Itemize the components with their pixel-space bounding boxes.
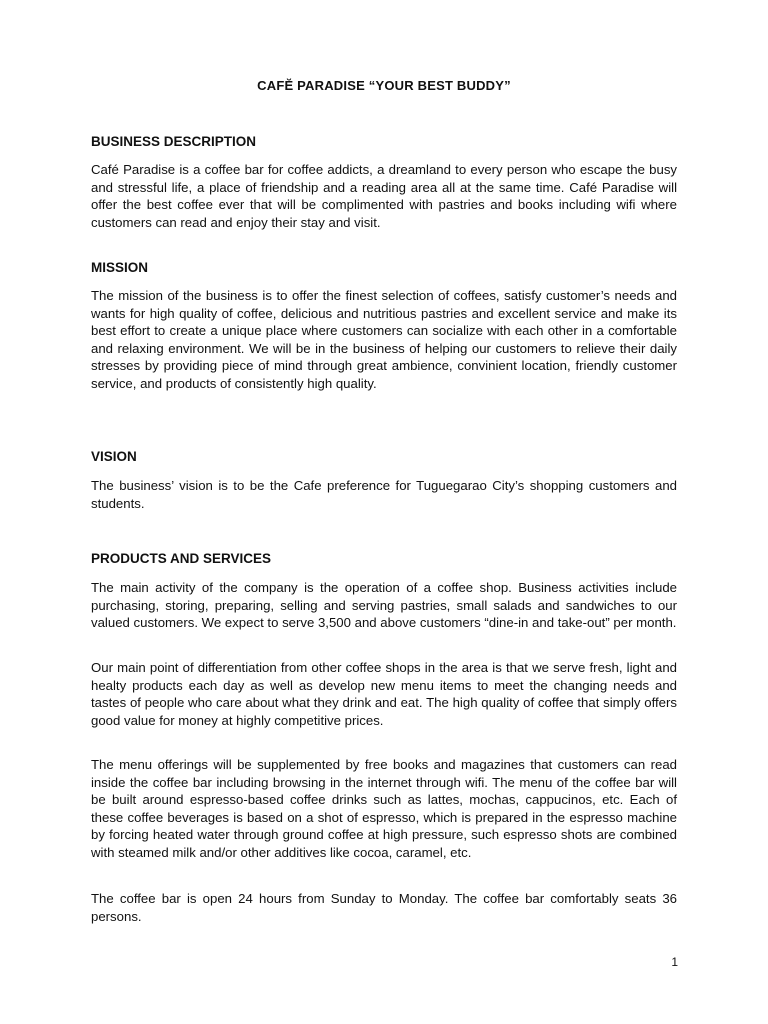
- business-description-paragraph: Café Paradise is a coffee bar for coffee addicts, a dreamland to every person who escape the busy and stressful life, a place of friendship and a reading area all at the same time. Café Paradise will offer the best coffee ever that will be complimented with pastries and books including wifi where customers can read and enjoy their stay and visit.: [91, 162, 677, 230]
- vision-paragraph: The business’ vision is to be the Cafe preference for Tuguegarao City’s shopping customers and students.: [91, 478, 677, 511]
- vision-heading: VISION: [91, 449, 137, 464]
- business-description-heading: BUSINESS DESCRIPTION: [91, 134, 257, 149]
- mission-paragraph: The mission of the business is to offer the finest selection of coffees, satisfy customer’s needs and wants for high quality of coffee, delicious and nutritious pastries and excellent service and make its best effort to create a unique place where customers can socialize with each other in a comfortable and relaxing environment. We will be in the business of helping our customers to relieve their daily stresses by providing piece of mind through great ambience, convinient location, friendly customer service, and products of consistently high quality.: [91, 288, 677, 391]
- products-services-paragraph-1: The main activity of the company is the operation of a coffee shop. Business activities include purchasing, storing, preparing, selling and serving pastries, small salads and sandwiches to our valued customers. We expect to serve 3,500 and above customers “dine-in and take-out” per month.: [91, 580, 677, 631]
- document-title: CAFĔ PARADISE “YOUR BEST BUDDY”: [257, 78, 511, 93]
- products-services-paragraph-4: The coffee bar is open 24 hours from Sunday to Monday. The coffee bar comfortably seats 36 persons.: [91, 891, 677, 924]
- products-services-paragraph-3: The menu offerings will be supplemented by free books and magazines that customers can read inside the coffee bar including browsing in the internet through wifi. The menu of the coffee bar will be built around espresso-based coffee drinks such as lattes, mochas, cappucinos, etc. Each of these coffee beverages is based on a shot of espresso, which is prepared in the espresso machine by forcing heated water through ground coffee at high pressure, such espresso shots are combined with steamed milk and/or other additives like cocoa, caramel, etc.: [91, 757, 677, 860]
- products-services-heading: PRODUCTS AND SERVICES: [91, 551, 272, 566]
- products-services-paragraph-2: Our main point of differentiation from other coffee shops in the area is that we serve fresh, light and healty products each day as well as develop new menu items to meet the changing needs and tastes of people who care about what they drink and eat. The high quality of coffee that simply offers good value for money at highly competitive prices.: [91, 660, 677, 728]
- mission-heading: MISSION: [91, 260, 149, 275]
- page-number: 1: [671, 955, 678, 969]
